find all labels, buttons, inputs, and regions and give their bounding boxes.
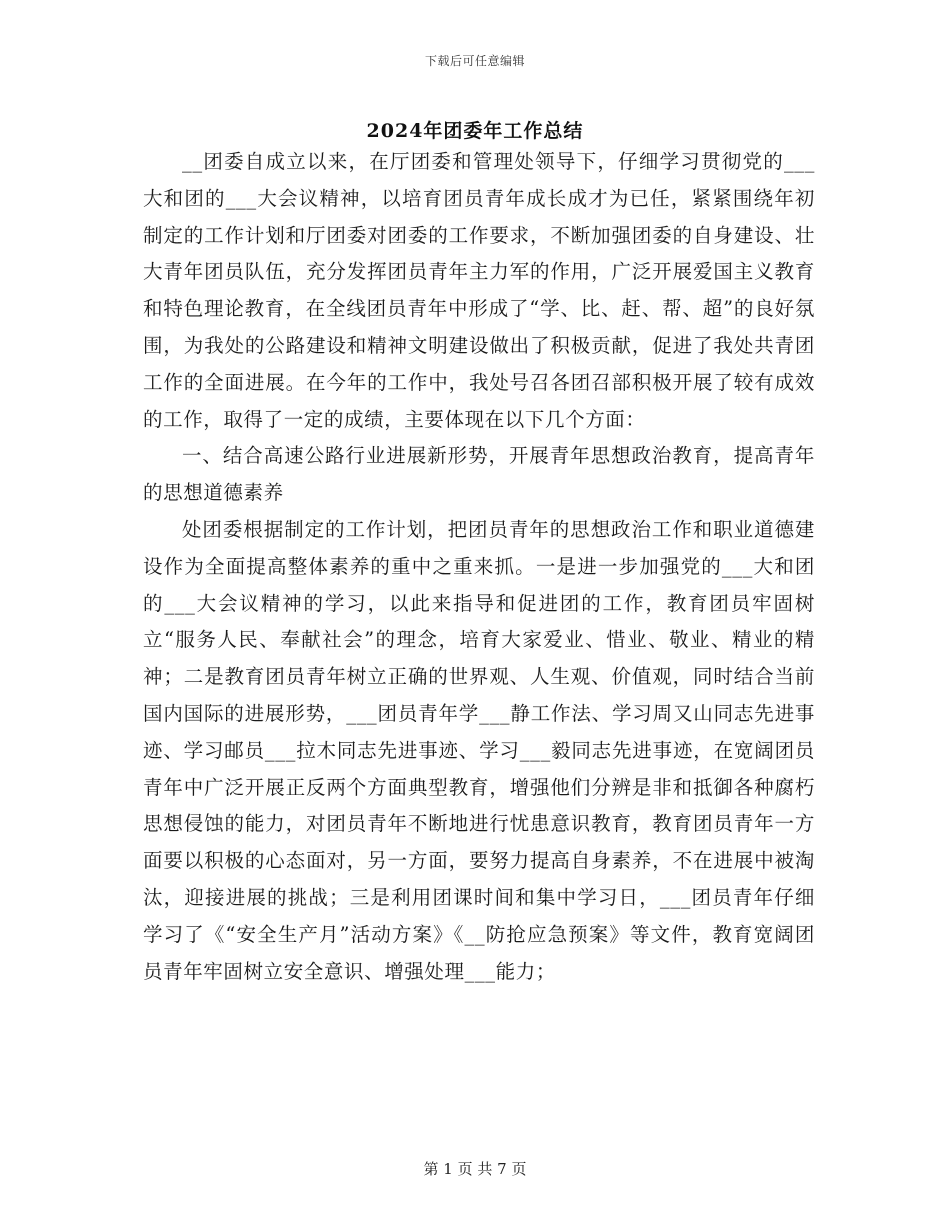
page-number: 第 1 页 共 7 页: [423, 1160, 527, 1178]
paragraph-intro: __团委自成立以来，在厅团委和管理处领导下，仔细学习贯彻党的___大和团的___大会议精神，以培育团员青年成长成才为已任，紧紧围绕年初制定的工作计划和厅团委对团委的工作要求，不断加强团委的自身建设、壮大青年团员队伍，充分发挥团员青年主力军的作用，广泛开展爱国主义教育和特色理论教育，在全线团员青年中形成了“学、比、赶、帮、超”的良好氛围，为我处的公路建设和精神文明建设做出了积极贡献，促进了我处共青团工作的全面进展。在今年的工作中，我处号召各团召部积极开展了较有成效的工作，取得了一定的成绩，主要体现在以下几个方面：: [143, 150, 815, 431]
paragraph-section-heading: 一、结合高速公路行业进展新形势，开展青年思想政治教育，提高青年的思想道德素养: [143, 444, 815, 505]
document-title: 2024年团委年工作总结: [366, 120, 584, 142]
document-body: [143, 144, 815, 990]
paragraph-section-body: 处团委根据制定的工作计划，把团员青年的思想政治工作和职业道德建设作为全面提高整体素养的重中之重来抓。一是进一步加强党的___大和团的___大会议精神的学习，以此来指导和促进团的工作，教育团员牢固树立“服务人民、奉献社会”的理念，培育大家爱业、惜业、敬业、精业的精神；二是教育团员青年树立正确的世界观、人生观、价值观，同时结合当前国内国际的进展形势，___团员青年学___静工作法、学习周又山同志先进事迹、学习邮员___拉木同志先进事迹、学习___毅同志先进事迹，在宽阔团员青年中广泛开展正反两个方面典型教育，增强他们分辨是非和抵御各种腐朽思想侵蚀的能力，对团员青年不断地进行忧患意识教育，教育团员青年一方面要以积极的心态面对，另一方面，要努力提高自身素养，不在进展中被淘汰，迎接进展的挑战；三是利用团课时间和集中学习日，___团员青年仔细学习了《“安全生产月”活动方案》《__防抢应急预案》等文件，教育宽阔团员青年牢固树立安全意识、增强处理___能力；: [143, 517, 815, 983]
header-note: 下载后可任意编辑: [424, 54, 525, 68]
